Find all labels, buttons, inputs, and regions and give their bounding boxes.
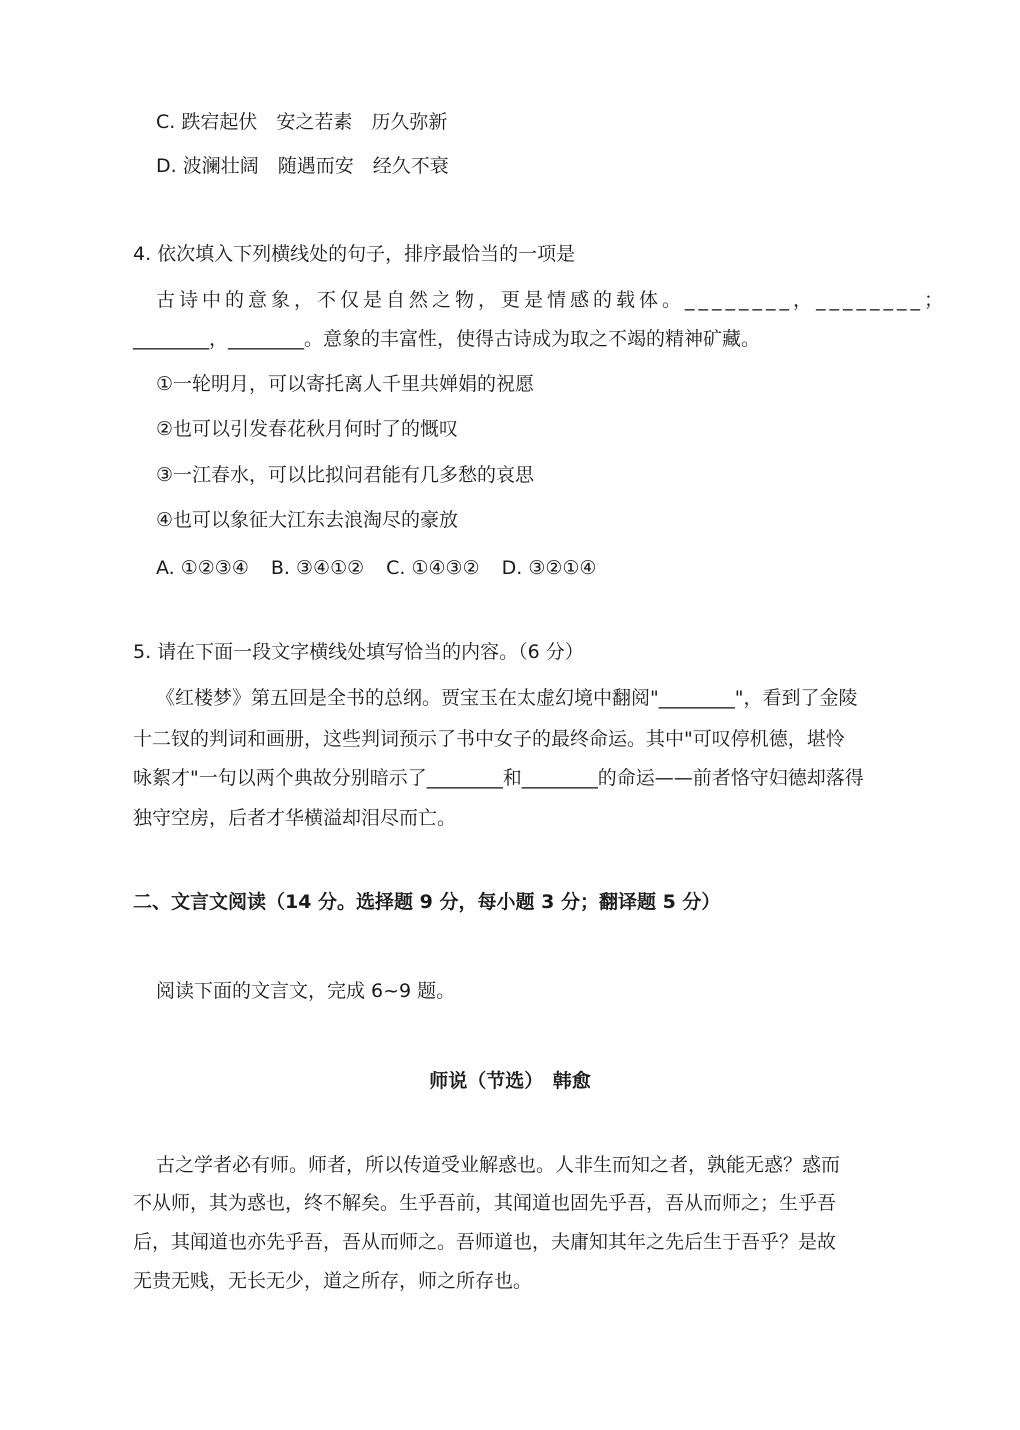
q5-line-3: 咏絮才"一句以两个典故分别暗示了________和________的命运——前者恪守妇德却落得	[133, 767, 864, 789]
passage-line-4: 无贵无贱，无长无少，道之所存，师之所存也。	[133, 1270, 533, 1292]
q4-choice-b: B. ③④①②	[270, 557, 365, 579]
q4-item-1: ①一轮明月，可以寄托离人千里共婵娟的祝愿	[156, 373, 535, 395]
passage-line-3: 后，其闻道也亦先乎吾，吾从而师之。吾师道也，夫庸知其年之先后生于吾乎？是故	[133, 1231, 837, 1253]
q3-option-c: C. 跌宕起伏 安之若素 历久弥新	[156, 111, 448, 133]
passage-line-2: 不从师，其为惑也，终不解矣。生乎吾前，其闻道也固先乎吾，吾从而师之；生乎吾	[133, 1192, 837, 1214]
q5-line-2: 十二钗的判词和画册，这些判词预示了书中女子的最终命运。其中"可叹停机德，堪怜	[133, 728, 845, 750]
q4-item-3: ③一江春水，可以比拟问君能有几多愁的哀思	[156, 464, 535, 486]
passage-title: 师说（节选） 韩愈	[429, 1070, 591, 1092]
passage-line-1: 古之学者必有师。师者，所以传道受业解惑也。人非生而知之者，孰能无惑？惑而	[156, 1154, 841, 1176]
q4-choice-d: D. ③②①④	[501, 557, 597, 579]
section2-heading: 二、文言文阅读（14 分。选择题 9 分，每小题 3 分；翻译题 5 分）	[133, 891, 721, 913]
q4-question: 4. 依次填入下列横线处的句子，排序最恰当的一项是	[133, 243, 576, 265]
q4-item-4: ④也可以象征大江东去浪淘尽的豪放	[156, 509, 459, 531]
q4-stem-line2: ________，________。意象的丰富性，使得古诗成为取之不竭的精神矿藏。	[133, 328, 761, 350]
q4-stem-line1: 古诗中的意象，不仅是自然之物，更是情感的载体。________，________；	[156, 289, 948, 311]
q3-option-d: D. 波澜壮阔 随遇而安 经久不衰	[156, 155, 449, 177]
q5-question: 5. 请在下面一段文字横线处填写恰当的内容。（6 分）	[133, 641, 584, 663]
q4-choices	[156, 555, 596, 581]
q4-choice-c: C. ①④③②	[386, 557, 480, 579]
q5-line-4: 独守空房，后者才华横溢却泪尽而亡。	[133, 807, 457, 829]
q4-choice-a: A. ①②③④	[156, 557, 249, 579]
q4-item-2: ②也可以引发春花秋月何时了的慨叹	[156, 418, 459, 440]
section2-instruction: 阅读下面的文言文，完成 6~9 题。	[156, 980, 456, 1002]
q5-line-1: 《红楼梦》第五回是全书的总纲。贾宝玉在太虚幻境中翻阅"________"，看到了金陵	[156, 687, 858, 709]
